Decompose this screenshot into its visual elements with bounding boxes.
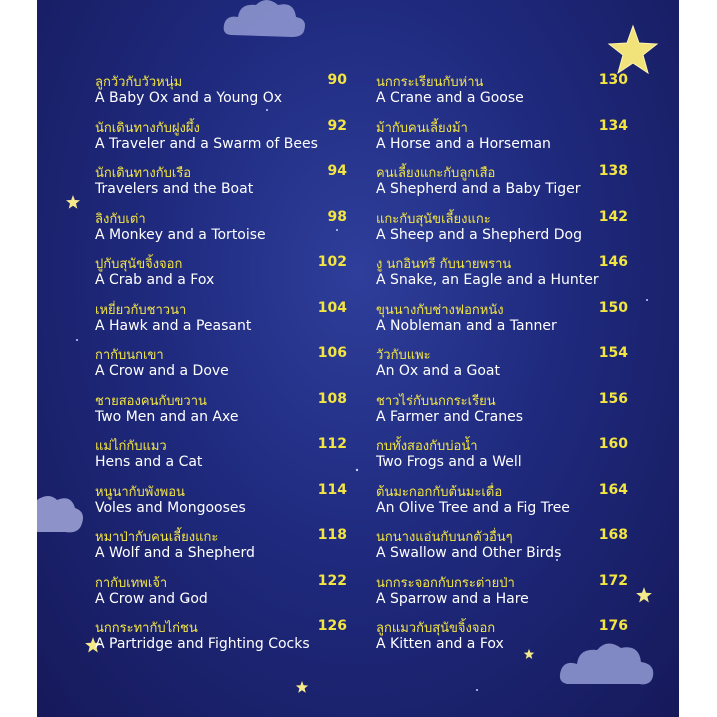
toc-entry[interactable] <box>95 159 347 205</box>
page-number: 114 <box>317 481 347 498</box>
page-number: 164 <box>598 481 628 498</box>
toc-page <box>37 0 679 717</box>
thai-title: งู นกอินทรี กับนายพราน <box>376 257 512 272</box>
toc-entry[interactable] <box>376 114 628 160</box>
page-number: 176 <box>598 618 628 634</box>
english-title: A Crow and a Dove <box>95 363 229 379</box>
toc-entry[interactable] <box>376 159 628 205</box>
page-number: 172 <box>598 572 628 589</box>
page-number: 118 <box>317 527 347 543</box>
thai-title: ม้ากับคนเลี้ยงม้า <box>376 120 468 136</box>
english-title: A Shepherd and a Baby Tiger <box>376 181 581 197</box>
thai-title: หมาป่ากับคนเลี้ยงแกะ <box>95 530 219 545</box>
toc-entry[interactable] <box>95 387 347 433</box>
thai-title: นกกระเรียนกับห่าน <box>376 75 484 90</box>
toc-column-left <box>95 68 347 660</box>
english-title: A Farmer and Cranes <box>376 408 524 425</box>
english-title: A Partridge and Fighting Cocks <box>95 636 310 652</box>
toc-entry[interactable] <box>95 68 347 114</box>
toc-entry[interactable] <box>95 478 347 524</box>
thai-title: กบทั้งสองกับบ่อน้ำ <box>376 439 478 454</box>
english-title: A Crane and a Goose <box>376 90 524 106</box>
toc-entry[interactable] <box>95 250 347 296</box>
thai-title: หนูนากับพังพอน <box>95 484 185 500</box>
page-number: 92 <box>327 117 347 134</box>
page-number: 106 <box>317 345 347 361</box>
toc-entry[interactable] <box>376 68 628 114</box>
toc-entry[interactable] <box>95 114 347 160</box>
page-number: 150 <box>598 299 628 316</box>
toc-entry[interactable] <box>376 478 628 524</box>
thai-title: แม่ไก่กับแมว <box>95 439 167 454</box>
english-title: A Nobleman and a Tanner <box>376 317 557 334</box>
page-number: 102 <box>317 254 347 270</box>
english-title: A Swallow and Other Birds <box>376 545 562 561</box>
page-number: 98 <box>327 208 347 225</box>
page-number: 122 <box>317 572 347 589</box>
thai-title: คนเลี้ยงแกะกับลูกเสือ <box>376 166 496 181</box>
thai-title: วัวกับแพะ <box>376 348 431 363</box>
page-number: 138 <box>598 163 628 179</box>
toc-entry[interactable] <box>95 614 347 660</box>
english-title: A Monkey and a Tortoise <box>95 226 266 243</box>
english-title: Two Men and an Axe <box>95 408 239 425</box>
english-title: Two Frogs and a Well <box>376 454 522 470</box>
thai-title: เหยี่ยวกับชาวนา <box>95 302 187 318</box>
thai-title: นักเดินทางกับเรือ <box>95 166 192 181</box>
thai-title: นกกระจอกกับกระต่ายป่า <box>376 575 515 591</box>
toc-entry[interactable] <box>376 432 628 478</box>
english-title: A Wolf and a Shepherd <box>95 545 255 561</box>
toc-entry[interactable] <box>376 523 628 569</box>
toc-entry[interactable] <box>376 569 628 615</box>
thai-title: ขุนนางกับช่างฟอกหนัง <box>376 302 504 318</box>
english-title: A Hawk and a Peasant <box>95 317 252 334</box>
thai-title: แกะกับสุนัขเลี้ยงแกะ <box>376 211 491 227</box>
page-number: 126 <box>317 618 347 634</box>
english-title: Voles and Mongooses <box>95 499 246 516</box>
toc-entry[interactable] <box>376 341 628 387</box>
toc-entry[interactable] <box>376 387 628 433</box>
toc-entry[interactable] <box>95 205 347 251</box>
english-title: A Traveler and a Swarm of Bees <box>95 135 318 152</box>
thai-title: ชาวไร่กับนกกระเรียน <box>376 393 496 409</box>
page-number: 142 <box>598 208 628 225</box>
toc-column-right <box>376 68 628 660</box>
thai-title: ชายสองคนกับขวาน <box>95 393 207 409</box>
english-title: A Sparrow and a Hare <box>376 590 529 607</box>
page-number: 90 <box>327 72 347 88</box>
english-title: Hens and a Cat <box>95 454 203 470</box>
english-title: An Ox and a Goat <box>376 363 500 379</box>
page-number: 156 <box>598 390 628 407</box>
toc-entry[interactable] <box>376 250 628 296</box>
english-title: A Kitten and a Fox <box>376 636 504 652</box>
toc-entry[interactable] <box>376 205 628 251</box>
toc-entry[interactable] <box>95 523 347 569</box>
toc-entry[interactable] <box>95 432 347 478</box>
english-title: A Horse and a Horseman <box>376 135 551 152</box>
english-title: Travelers and the Boat <box>95 181 254 197</box>
page-number: 104 <box>317 299 347 316</box>
page-number: 146 <box>598 254 628 270</box>
page-number: 94 <box>327 163 347 179</box>
page-number: 168 <box>598 527 628 543</box>
page-number: 112 <box>317 436 347 452</box>
english-title: A Sheep and a Shepherd Dog <box>376 226 582 243</box>
thai-title: ปูกับสุนัขจิ้งจอก <box>95 257 183 272</box>
thai-title: นักเดินทางกับฝูงผึ้ง <box>95 120 200 136</box>
toc-entry[interactable] <box>95 569 347 615</box>
page-number: 160 <box>598 436 628 452</box>
thai-title: นกนางแอ่นกับนกตัวอื่นๆ <box>376 530 513 545</box>
english-title: A Baby Ox and a Young Ox <box>95 90 283 106</box>
english-title: A Crow and God <box>95 590 208 607</box>
page-number: 134 <box>598 117 628 134</box>
thai-title: ต้นมะกอกกับต้นมะเดื่อ <box>376 484 503 500</box>
page-number: 108 <box>317 390 347 407</box>
thai-title: ลูกวัวกับวัวหนุ่ม <box>95 75 183 90</box>
page-number: 130 <box>598 72 628 88</box>
thai-title: ลิงกับเต่า <box>95 211 146 227</box>
toc-entry[interactable] <box>376 296 628 342</box>
thai-title: กากับนกเขา <box>95 348 164 363</box>
page-number: 154 <box>598 345 628 361</box>
english-title: A Crab and a Fox <box>95 272 215 288</box>
thai-title: กากับเทพเจ้า <box>95 575 168 591</box>
thai-title: ลูกแมวกับสุนัขจิ้งจอก <box>376 621 496 636</box>
english-title: An Olive Tree and a Fig Tree <box>376 499 570 516</box>
toc-entry[interactable] <box>95 296 347 342</box>
english-title: A Snake, an Eagle and a Hunter <box>376 272 599 288</box>
toc-entry[interactable] <box>95 341 347 387</box>
thai-title: นกกระทากับไก่ชน <box>95 621 198 636</box>
toc-entry[interactable] <box>376 614 628 660</box>
